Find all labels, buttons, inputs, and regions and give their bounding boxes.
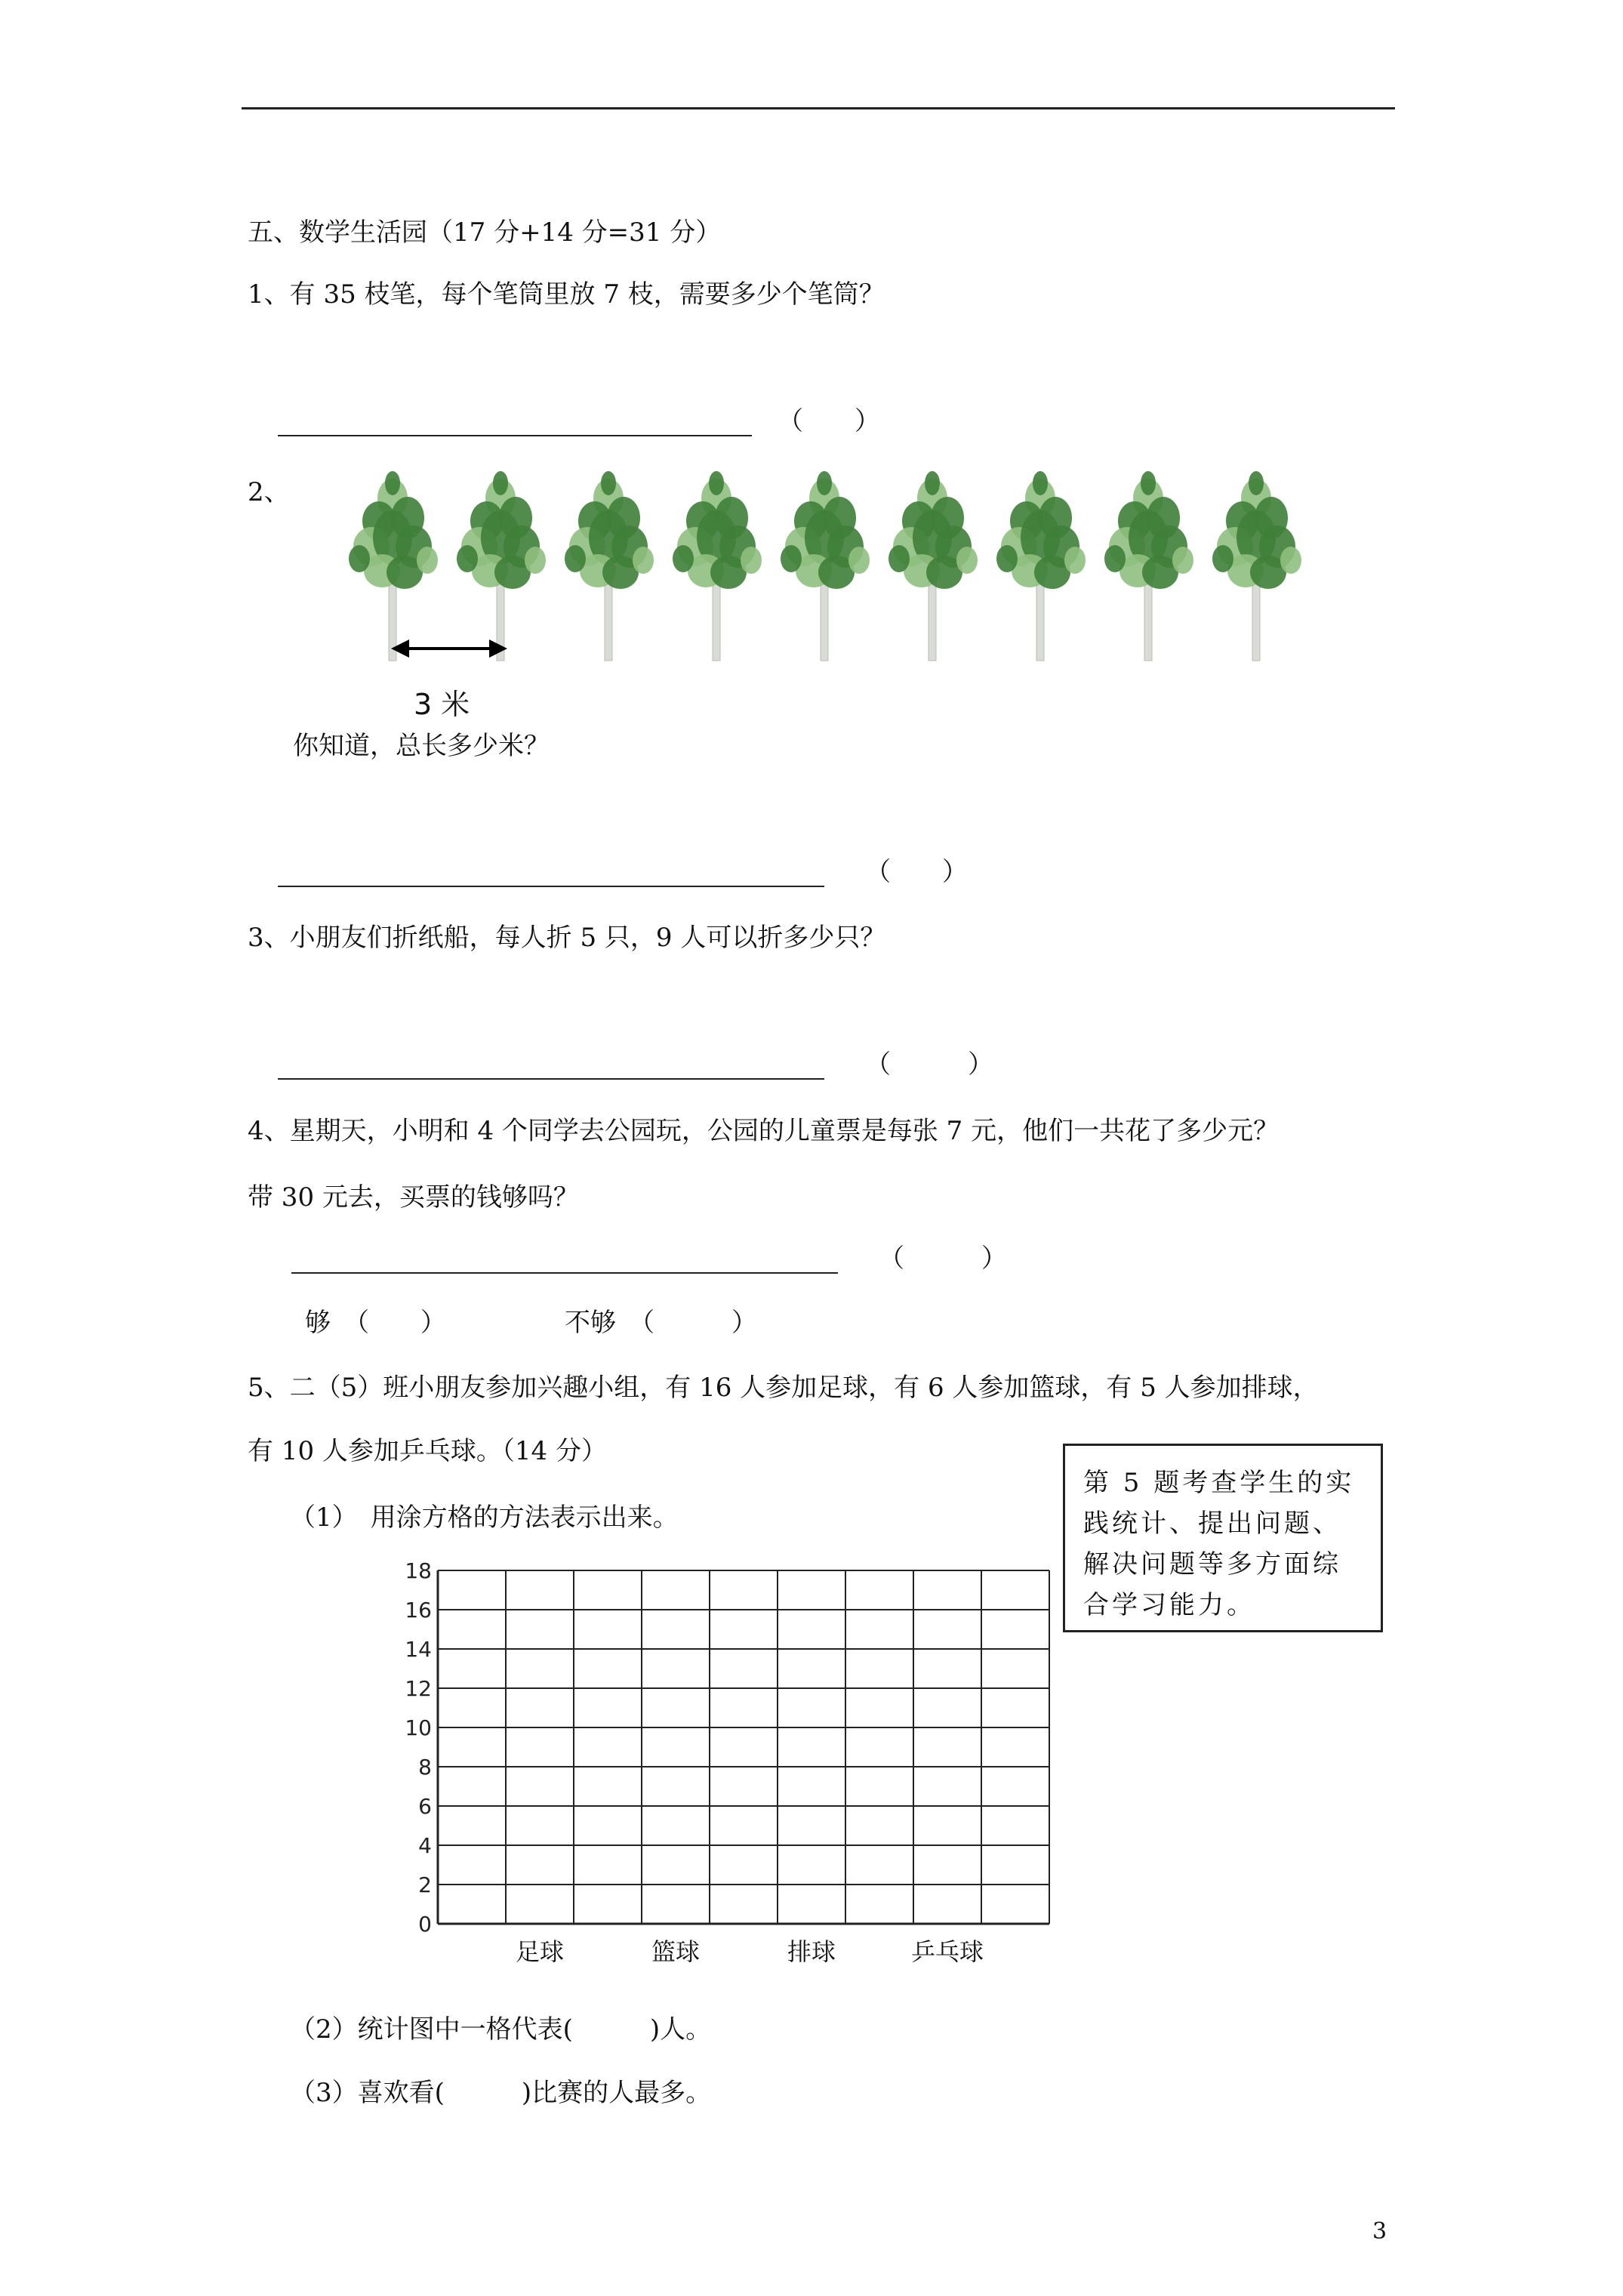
distance-label: 3 米 (414, 688, 470, 721)
answer-paren-2[interactable]: （ ） (865, 857, 968, 887)
answer-line-2[interactable] (278, 886, 824, 887)
category-label: 篮球 (651, 1937, 701, 1966)
grid-cell[interactable] (710, 1610, 777, 1648)
teacher-note-box: 第 5 题考查学生的实践统计、提出问题、解决问题等多方面综合学习能力。 (1063, 1444, 1383, 1632)
question-2-text: 你知道，总长多少米？ (293, 731, 550, 761)
grid-cell[interactable] (914, 1571, 981, 1609)
answer-paren-1[interactable]: （ ） (778, 406, 880, 436)
arrow-left-head-icon (391, 638, 411, 659)
arrow-right-head-icon (488, 638, 507, 659)
not-enough-option[interactable]: 不够 （ ） (565, 1308, 757, 1338)
grid-cell[interactable] (574, 1807, 641, 1845)
grid-cell[interactable] (439, 1571, 505, 1609)
answer-line-4[interactable] (291, 1272, 838, 1274)
question-5-line-1: 5、二（5）班小朋友参加兴趣小组，有 16 人参加足球，有 6 人参加篮球，有 5 人参加排球， (248, 1373, 1319, 1403)
grid-cell[interactable] (507, 1610, 573, 1648)
y-tick-label: 14 (405, 1637, 432, 1662)
grid-cell[interactable] (507, 1650, 573, 1687)
grid-cell[interactable] (846, 1650, 913, 1687)
category-label: 排球 (787, 1937, 836, 1966)
grid-cell[interactable] (710, 1571, 777, 1609)
y-tick-label: 12 (405, 1676, 432, 1701)
grid-cell[interactable] (778, 1728, 845, 1766)
tree-icon (560, 468, 658, 664)
grid-cell[interactable] (507, 1728, 573, 1766)
grid-cell[interactable] (642, 1610, 709, 1648)
tree-icon (452, 468, 550, 664)
grid-cell[interactable] (642, 1885, 709, 1923)
answer-line-1[interactable] (278, 435, 752, 436)
grid-cell[interactable] (914, 1885, 981, 1923)
section-title: 五、数学生活园（17 分+14 分=31 分） (248, 217, 722, 248)
tree-icon (344, 468, 442, 664)
grid-cell[interactable] (574, 1885, 641, 1923)
grid-cell[interactable] (642, 1689, 709, 1727)
grid-cell[interactable] (778, 1807, 845, 1845)
y-tick-label: 2 (418, 1872, 432, 1897)
answer-paren-3[interactable]: （ ） (865, 1049, 993, 1080)
grid-cell[interactable] (574, 1846, 641, 1884)
grid-cell[interactable] (778, 1767, 845, 1805)
grid-cell[interactable] (439, 1728, 505, 1766)
grid-cell[interactable] (982, 1807, 1049, 1845)
header-rule (242, 107, 1395, 109)
grid-cell[interactable] (778, 1885, 845, 1923)
grid-cell[interactable] (710, 1767, 777, 1805)
grid-cell[interactable] (914, 1689, 981, 1727)
grid-cell[interactable] (846, 1807, 913, 1845)
grid-cell[interactable] (982, 1728, 1049, 1766)
question-4-line-2: 带 30 元去，买票的钱够吗？ (248, 1182, 579, 1213)
question-3-text: 3、小朋友们折纸船，每人折 5 只，9 人可以折多少只？ (248, 923, 886, 953)
grid-cell[interactable] (439, 1846, 505, 1884)
grid-cell[interactable] (439, 1650, 505, 1687)
grid-cell[interactable] (439, 1689, 505, 1727)
grid-cell[interactable] (778, 1610, 845, 1648)
grid-cell[interactable] (778, 1846, 845, 1884)
grid-cell[interactable] (439, 1885, 505, 1923)
grid-cell[interactable] (982, 1571, 1049, 1609)
grid-cell[interactable] (914, 1650, 981, 1687)
grid-cell[interactable] (574, 1571, 641, 1609)
grid-cell[interactable] (982, 1767, 1049, 1805)
grid-cell[interactable] (914, 1728, 981, 1766)
tree-icon (776, 468, 874, 664)
grid-cell[interactable] (710, 1689, 777, 1727)
tree-icon (1100, 468, 1198, 664)
grid-cell[interactable] (710, 1846, 777, 1884)
question-2-label: 2、 (248, 477, 290, 507)
grid-cell[interactable] (642, 1807, 709, 1845)
grid-cell[interactable] (642, 1728, 709, 1766)
grid-cell[interactable] (439, 1767, 505, 1805)
grid-cell[interactable] (574, 1767, 641, 1805)
grid-cell[interactable] (846, 1571, 913, 1609)
grid-cell[interactable] (507, 1689, 573, 1727)
question-4-line-1: 4、星期天，小明和 4 个同学去公园玩，公园的儿童票是每张 7 元，他们一共花了多少元？ (248, 1116, 1280, 1146)
y-tick-label: 16 (405, 1598, 432, 1623)
grid-cell[interactable] (507, 1885, 573, 1923)
grid-cell[interactable] (574, 1728, 641, 1766)
grid-cell[interactable] (507, 1846, 573, 1884)
grid-cell[interactable] (982, 1846, 1049, 1884)
grid-cell[interactable] (846, 1767, 913, 1805)
grid-cell[interactable] (846, 1846, 913, 1884)
grid-cell[interactable] (507, 1767, 573, 1805)
enough-option[interactable]: 够 （ ） (305, 1308, 446, 1338)
grid-cell[interactable] (914, 1767, 981, 1805)
grid-cell[interactable] (507, 1571, 573, 1609)
grid-cell[interactable] (439, 1807, 505, 1845)
grid-cell[interactable] (982, 1689, 1049, 1727)
page-number: 3 (1372, 2218, 1387, 2245)
tree-icon (992, 468, 1090, 664)
y-tick-label: 8 (418, 1755, 432, 1780)
grid-cell[interactable] (642, 1846, 709, 1884)
grid-cell[interactable] (846, 1885, 913, 1923)
grid-cell[interactable] (439, 1610, 505, 1648)
question-5-sub-1: （1） 用涂方格的方法表示出来。 (290, 1502, 679, 1533)
grid-cell[interactable] (642, 1571, 709, 1609)
grid-cell[interactable] (846, 1689, 913, 1727)
grid-cell[interactable] (710, 1728, 777, 1766)
grid-cell[interactable] (778, 1650, 845, 1687)
grid-cell[interactable] (914, 1610, 981, 1648)
tree-icon (884, 468, 982, 664)
tree-icon (668, 468, 766, 664)
grid-cell[interactable] (574, 1689, 641, 1727)
grid-cell[interactable] (846, 1728, 913, 1766)
answer-line-3[interactable] (278, 1078, 824, 1080)
y-tick-label: 0 (418, 1912, 432, 1937)
grid-cell[interactable] (507, 1807, 573, 1845)
grid-cell[interactable] (914, 1846, 981, 1884)
category-label: 足球 (515, 1937, 565, 1966)
grid-cell[interactable] (710, 1885, 777, 1923)
grid-cell[interactable] (982, 1610, 1049, 1648)
tree-icon (1208, 468, 1306, 664)
grid-cell[interactable] (574, 1650, 641, 1687)
category-label: 乒乓球 (910, 1937, 984, 1966)
grid-cell[interactable] (982, 1885, 1049, 1923)
y-tick-label: 4 (418, 1833, 432, 1858)
distance-arrow-line (400, 647, 497, 650)
y-tick-label: 10 (405, 1715, 432, 1740)
grid-cell[interactable] (778, 1571, 845, 1609)
grid-cell[interactable] (846, 1610, 913, 1648)
question-5-sub-3[interactable]: （3）喜欢看( )比赛的人最多。 (290, 2078, 712, 2108)
question-5-sub-2[interactable]: （2）统计图中一格代表( )人。 (290, 2014, 712, 2045)
grid-cell[interactable] (710, 1650, 777, 1687)
question-5-line-2: 有 10 人参加乒乓球。（14 分） (248, 1436, 607, 1466)
grid-cell[interactable] (642, 1650, 709, 1687)
grid-cell[interactable] (574, 1610, 641, 1648)
grid-cell[interactable] (982, 1650, 1049, 1687)
answer-paren-4[interactable]: （ ） (879, 1244, 1007, 1274)
y-tick-label: 18 (405, 1558, 432, 1583)
grid-cell[interactable] (642, 1767, 709, 1805)
statistics-grid-chart (393, 1555, 1072, 1978)
question-1-text: 1、有 35 枝笔，每个笔筒里放 7 枝，需要多少个笔筒？ (248, 279, 885, 310)
grid-cell[interactable] (914, 1807, 981, 1845)
grid-cell[interactable] (710, 1807, 777, 1845)
grid-cell[interactable] (778, 1689, 845, 1727)
y-tick-label: 6 (418, 1794, 432, 1819)
